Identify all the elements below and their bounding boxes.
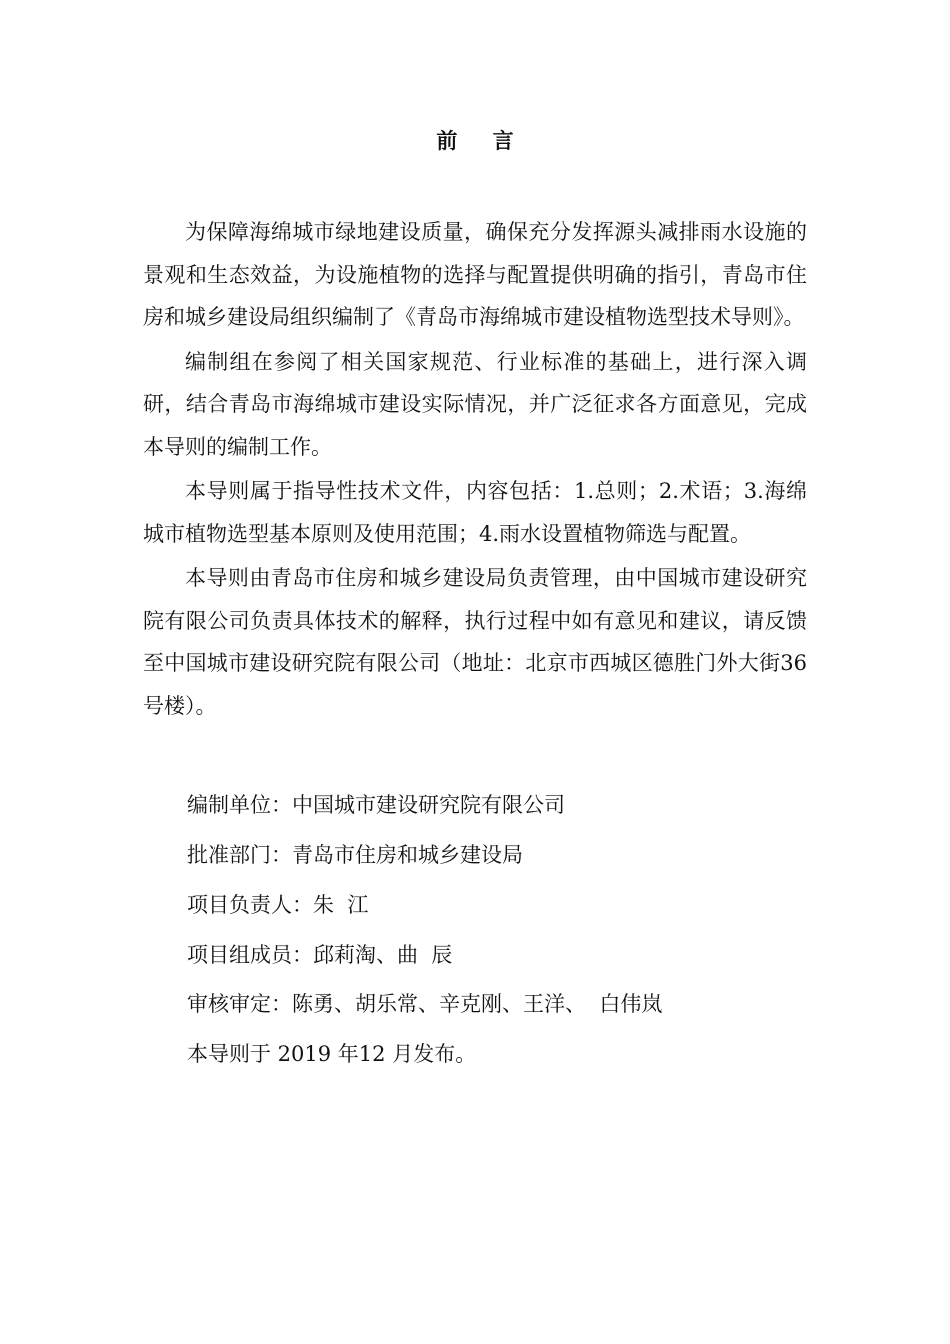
paragraph-contents: 本导则属于指导性技术文件，内容包括：1.总则；2.术语；3.海绵城市植物选型基本原则及使用范围；4.雨水设置植物筛选与配置。 [143, 479, 807, 546]
paragraph-purpose: 为保障海绵城市绿地建设质量，确保充分发挥源头减排雨水设施的景观和生态效益，为设施植物的选择与配置提供明确的指引，青岛市住房和城乡建设局组织编制了《青岛市海绵城市建设植物选型技术导则》。 [143, 220, 807, 329]
project-members-line: 项目组成员：邱莉淘、曲 辰 [187, 943, 453, 967]
preface-body [143, 211, 807, 729]
reviewers-line: 审核审定：陈勇、胡乐常、辛克刚、王洋、 白伟岚 [187, 992, 663, 1016]
page-title: 前 言 [436, 128, 528, 153]
compiler-line: 编制单位：中国城市建设研究院有限公司 [187, 793, 565, 817]
release-date-line: 本导则于 2019 年12 月发布。 [187, 1042, 477, 1066]
paragraph-management: 本导则由青岛市住房和城乡建设局负责管理，由中国城市建设研究院有限公司负责具体技术的解释，执行过程中如有意见和建议，请反馈至中国城市建设研究院有限公司（地址：北京市西城区德胜门外大街36号楼）。 [143, 566, 807, 718]
project-leader-line: 项目负责人：朱 江 [187, 893, 369, 917]
approver-line: 批准部门：青岛市住房和城乡建设局 [187, 843, 523, 867]
paragraph-process: 编制组在参阅了相关国家规范、行业标准的基础上，进行深入调研，结合青岛市海绵城市建设实际情况，并广泛征求各方面意见，完成本导则的编制工作。 [143, 349, 807, 459]
